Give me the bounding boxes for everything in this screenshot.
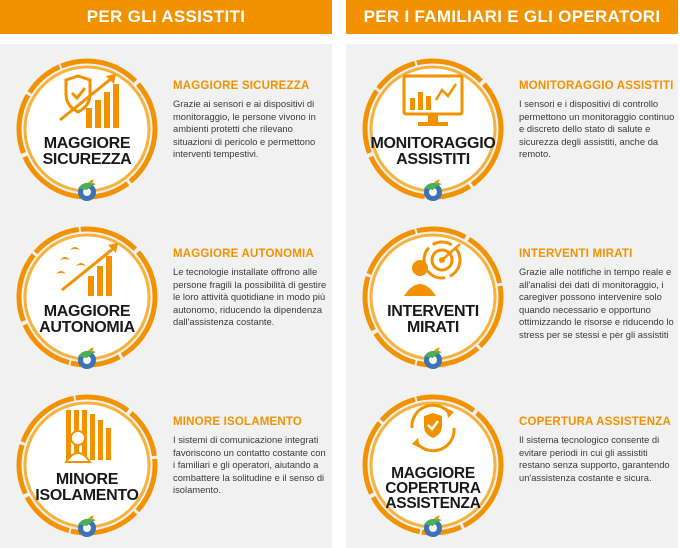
badge-seal [14,392,160,538]
badge-title [22,304,152,336]
column-header: PER GLI ASSISTITI [0,0,332,34]
shield-cycle-icon [398,398,468,460]
benefit-description: Grazie alle notifiche in tempo reale e all'analisi dei dati di monitoraggio, i caregiver possono intervenire solo quando necessario e opportuno ottimizzando le risorse e riducendo lo stress per se stessi e per gli assistiti [519,266,674,340]
badge-seal [14,56,160,202]
benefit-title: MAGGIORE SICUREZZA [173,80,310,92]
person-target-icon [398,238,468,300]
gear-bird-logo-icon [74,514,100,538]
gear-bird-logo-icon [420,178,446,202]
benefit-description: I sensori e i dispositivi di controllo permettono un monitoraggio continuo e discreto dello stato di salute e sicurezza degli assistiti, anche da remoto. [519,98,675,160]
badge-line: SICUREZZA [42,151,132,168]
benefit-text [173,416,329,497]
badge-line: ASSISTITI [396,151,470,168]
benefit-description: Il sistema tecnologico consente di evitare periodi in cui gli assistiti restano senza supporto, garantendo un'assistenza costante e sicura. [519,434,670,483]
monitor-chart-icon [398,70,468,132]
badge-line: MAGGIORE [391,465,475,482]
badge-title [22,472,152,504]
birds-chart-icon [52,238,122,300]
badge-line: ISOLAMENTO [35,487,139,504]
shield-chart-icon [52,70,122,132]
benefit-text [519,248,675,342]
benefit-text [519,80,675,161]
gear-bird-logo-icon [420,514,446,538]
benefit-description: Grazie ai sensori e ai dispositivi di monitoraggio, le persone vivono in ambienti protetti che rilevano situazioni di pericolo e permettono interventi tempestivi. [173,98,316,160]
gear-bird-logo-icon [74,346,100,370]
benefit-title: MONITORAGGIO ASSISTITI [519,80,674,92]
badge-title [22,136,152,168]
badge-line: COPERTURA [385,480,481,497]
person-bars-icon [52,406,122,468]
benefit-card-monitoraggio [346,44,678,209]
benefit-text [173,80,329,161]
benefit-description: I sistemi di comunicazione integrati favoriscono un contatto costante con i familiari e gli operatori, aiutando a combattere la solitudine e il senso di isolamento. [173,434,326,496]
benefit-card-copertura [346,380,678,545]
benefit-card-sicurezza [0,44,332,209]
gear-bird-logo-icon [74,178,100,202]
badge-seal [360,224,506,370]
column-familiari-operatori [346,0,678,548]
badge-seal [360,56,506,202]
badge-line: MAGGIORE [43,303,131,320]
badge-seal [14,224,160,370]
badge-line: MAGGIORE [43,135,131,152]
column-panel [0,44,332,548]
badge-title [368,136,498,168]
column-panel [346,44,678,548]
badge-line: ASSISTENZA [385,495,481,512]
benefit-card-isolamento [0,380,332,545]
benefit-title: COPERTURA ASSISTENZA [519,416,672,428]
benefit-description: Le tecnologie installate offrono alle persone fragili la possibilità di gestire le loro attività quotidiane in modo più autonomo, riducendo la dipendenza dall'assistenza costante. [173,266,327,328]
benefit-title: INTERVENTI MIRATI [519,248,633,260]
badge-title [368,466,498,511]
benefit-card-interventi [346,212,678,377]
badge-line: MONITORAGGIO [370,135,496,152]
badge-seal [360,392,506,538]
badge-title [368,304,498,336]
benefit-card-autonomia [0,212,332,377]
benefit-title: MINORE ISOLAMENTO [173,416,303,428]
benefit-text [173,248,329,329]
badge-line: MIRATI [406,319,460,336]
gear-bird-logo-icon [420,346,446,370]
benefit-title: MAGGIORE AUTONOMIA [173,248,314,260]
badge-line: AUTONOMIA [39,319,135,336]
badge-line: MINORE [55,471,119,488]
badge-line: INTERVENTI [387,303,479,320]
column-header: PER I FAMILIARI E GLI OPERATORI [346,0,678,34]
column-assistiti [0,0,332,548]
benefit-text [519,416,675,484]
